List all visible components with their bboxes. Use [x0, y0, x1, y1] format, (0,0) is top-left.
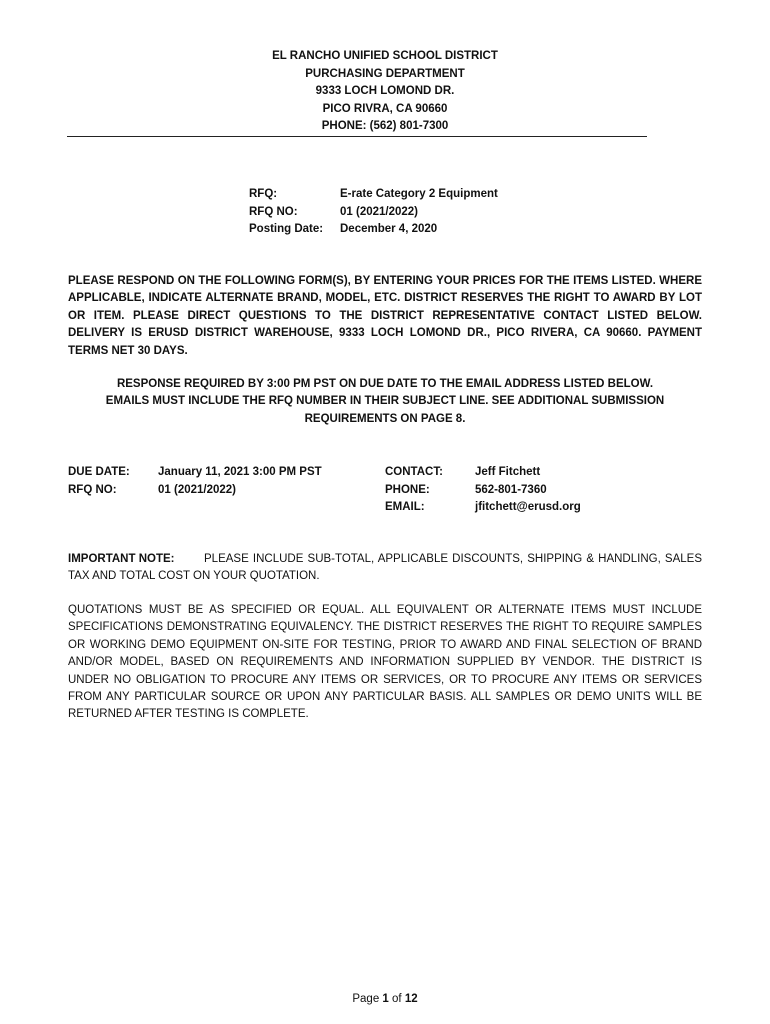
- page-footer: [0, 993, 770, 1005]
- address-city: PICO RIVRA, CA 90660: [322, 102, 448, 115]
- rfq-no-value: 01 (2021/2022): [340, 205, 419, 218]
- response-line-1: RESPONSE REQUIRED BY 3:00 PM PST ON DUE DATE TO THE EMAIL ADDRESS LISTED BELOW.: [116, 378, 654, 390]
- header-divider: [67, 136, 647, 137]
- due-info: [68, 464, 322, 499]
- due-date-value: January 11, 2021 3:00 PM PST: [158, 466, 322, 478]
- due-date-row: [68, 464, 322, 482]
- page-current: 1: [382, 993, 389, 1005]
- response-line-3: REQUIREMENTS ON PAGE 8.: [304, 412, 466, 425]
- quotations-paragraph: QUOTATIONS MUST BE AS SPECIFIED OR EQUAL. ALL EQUIVALENT OR ALTERNATE ITEMS MUST INCLUDE SPECIFICATIONS DEMONSTRATING EQUIVALENCY. THE DISTRICT RESERVES THE RIGHT TO REQUIRE SAMPLES OR WORKING DEMO EQUIPMENT ON-SITE FOR TESTING, PRIOR TO AWARD AND FINAL SELECTION OF BRAND AND/OR MODEL, BASED ON REQUIREMENTS AND INFORMATION SUPPLIED BY VENDOR. THE DISTRICT IS UNDER NO OBLIGATION TO PROCURE ANY ITEMS OR SERVICES, OR TO PROCURE ANY ITEMS OR SERVICES FROM ANY PARTICULAR SOURCE OR UPON ANY PARTICULAR BASIS. ALL SAMPLES OR DEMO UNITS WILL BE RETURNED AFTER TESTING IS COMPLETE.: [68, 604, 702, 721]
- email-link[interactable]: jfitchett@erusd.org: [475, 501, 581, 513]
- due-rfq-no-value: 01 (2021/2022): [158, 483, 237, 496]
- rfq-info: [249, 186, 498, 239]
- response-line-2: EMAILS MUST INCLUDE THE RFQ NUMBER IN THEIR SUBJECT LINE. SEE ADDITIONAL SUBMISSION: [105, 395, 665, 408]
- instructions-paragraph: PLEASE RESPOND ON THE FOLLOWING FORM(S), BY ENTERING YOUR PRICES FOR THE ITEMS LISTED. WHERE APPLICABLE, INDICATE ALTERNATE BRAND, MODEL, ETC. DISTRICT RESERVES THE RIGHT TO AWARD BY LOT OR ITEM. PLEASE DIRECT QUESTIONS TO THE DISTRICT REPRESENTATIVE CONTACT LISTED BELOW. DELIVERY IS ERUSD DISTRICT WAREHOUSE, 9333 LOCH LOMOND DR., PICO RIVERA, CA 90660. PAYMENT TERMS NET 30 DAYS.: [68, 275, 702, 357]
- contact-info: [385, 464, 581, 517]
- rfq-no-label: RFQ NO:: [249, 205, 298, 218]
- page-total: 12: [404, 993, 418, 1005]
- email-row: [385, 499, 581, 517]
- phone-label: PHONE:: [385, 483, 430, 496]
- of-word: of: [392, 993, 402, 1005]
- rfq-value: E-rate Category 2 Equipment: [340, 188, 498, 200]
- district-name: EL RANCHO UNIFIED SCHOOL DISTRICT: [272, 50, 498, 62]
- due-date-label: DUE DATE:: [68, 466, 130, 478]
- department-name: PURCHASING DEPARTMENT: [305, 67, 465, 80]
- rfq-no-row: [249, 204, 498, 222]
- address-street: 9333 LOCH LOMOND DR.: [315, 85, 455, 97]
- header-phone: PHONE: (562) 801-7300: [321, 120, 449, 132]
- phone-value: 562-801-7360: [475, 483, 547, 496]
- important-note-label: IMPORTANT NOTE:: [68, 553, 175, 565]
- rfq-label: RFQ:: [249, 188, 278, 200]
- email-label: EMAIL:: [385, 501, 425, 513]
- important-note-text: PLEASE INCLUDE SUB-TOTAL, APPLICABLE DISCOUNTS, SHIPPING & HANDLING, SALES TAX AND TOTAL COST ON YOUR QUOTATION.: [68, 553, 702, 583]
- due-rfq-no-label: RFQ NO:: [68, 483, 117, 496]
- posting-date-label: Posting Date:: [249, 223, 324, 235]
- contact-name: Jeff Fitchett: [475, 466, 541, 478]
- district-header: [0, 48, 770, 136]
- due-rfq-no-row: [68, 482, 322, 500]
- rfq-row: [249, 186, 498, 204]
- posting-date-row: [249, 221, 498, 239]
- page-word: Page: [352, 993, 380, 1005]
- response-requirements: [68, 376, 702, 428]
- posting-date-value: December 4, 2020: [340, 223, 438, 235]
- contact-row: [385, 464, 581, 482]
- important-note: [68, 551, 702, 586]
- phone-row: [385, 482, 581, 500]
- contact-label: CONTACT:: [385, 466, 443, 478]
